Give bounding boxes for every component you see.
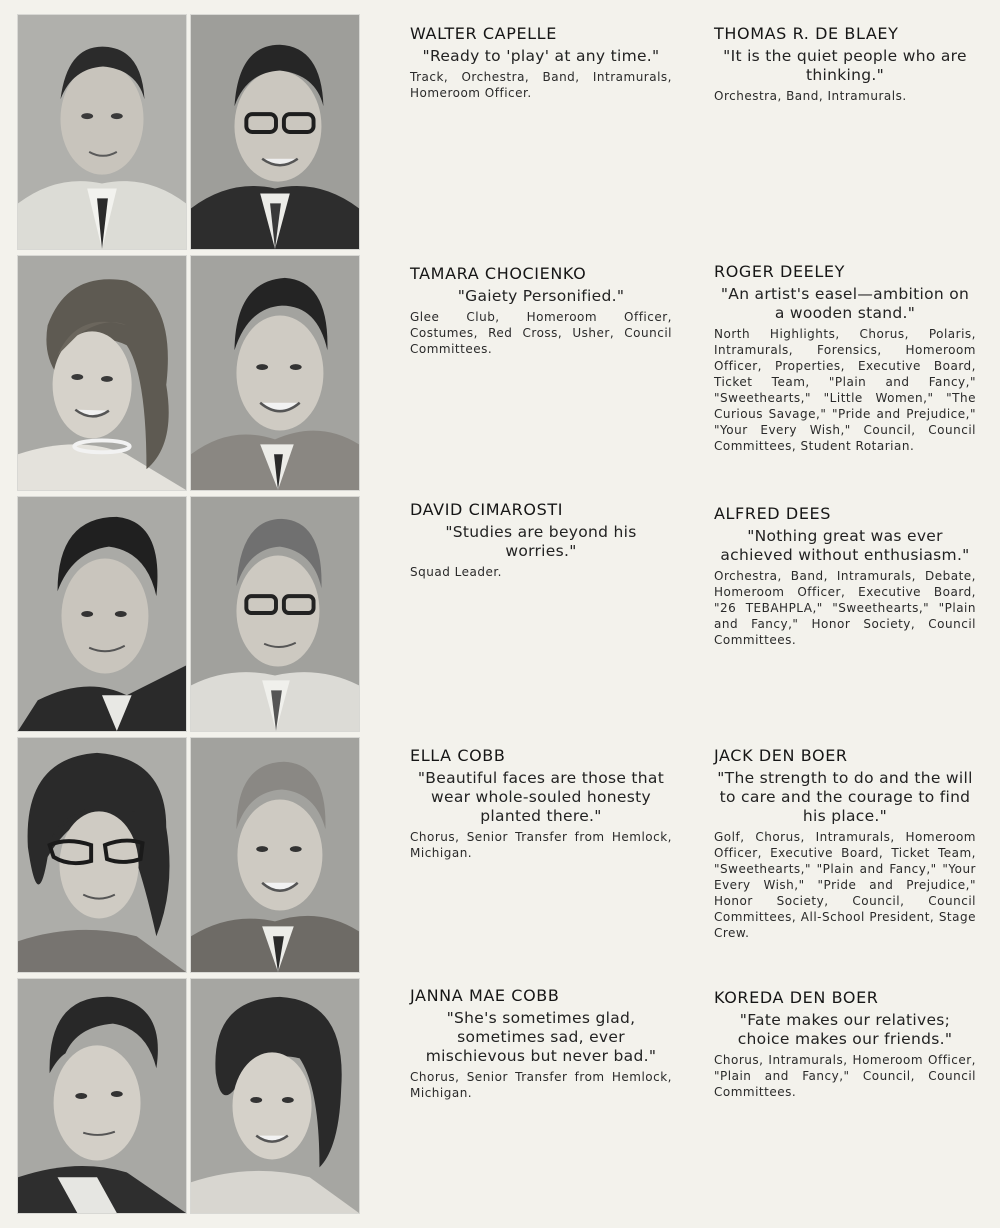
student-quote: "Gaiety Personified." [457, 287, 625, 305]
portrait-row [15, 978, 363, 1214]
portrait-janna-mae-cobb [17, 978, 187, 1214]
portrait-row [15, 255, 363, 491]
student-quote: "The strength to do and the will to care and the courage to find his place." [717, 769, 973, 825]
portrait-david-cimarosti [17, 496, 187, 732]
senior-entry [714, 262, 976, 454]
student-name: TAMARA CHOCIENKO [410, 264, 587, 283]
portrait-tamara-chocienko [17, 255, 187, 491]
portrait-thomas-de-blaey [190, 14, 360, 250]
portrait-row [15, 737, 363, 973]
student-quote: "An artist's easel—ambition on a wooden stand." [720, 285, 970, 322]
student-activities: Orchestra, Band, Intramurals, Debate, Homeroom Officer, Executive Board, "26 TEBAHPLA," "Sweethearts," "Plain and Fancy," Honor Society, Council Committees. [714, 569, 976, 647]
senior-entry [714, 24, 976, 104]
senior-entry [410, 500, 672, 580]
student-name: ELLA COBB [410, 746, 506, 765]
student-activities: North Highlights, Chorus, Polaris, Intramurals, Forensics, Homeroom Officer, Properties, Executive Board, Ticket Team, "Plain and Fancy," "Sweethearts," "Little Women," "The Curious Savage," "Pride and Prejudice," "Your Every Wish," Council, Council Committees, Student Rotarian. [714, 327, 976, 453]
student-quote: "Ready to 'play' at any time." [422, 47, 660, 65]
portrait-row [15, 14, 363, 250]
student-name: THOMAS R. DE BLAEY [714, 24, 899, 43]
student-name: WALTER CAPELLE [410, 24, 557, 43]
portrait-roger-deeley [190, 255, 360, 491]
student-activities: Chorus, Senior Transfer from Hemlock, Michigan. [410, 1070, 672, 1100]
portrait-jack-den-boer [190, 737, 360, 973]
student-name: JACK DEN BOER [714, 746, 848, 765]
senior-entry [410, 24, 672, 101]
portrait-walter-capelle [17, 14, 187, 250]
portrait-alfred-dees [190, 496, 360, 732]
student-activities: Chorus, Senior Transfer from Hemlock, Michigan. [410, 830, 672, 860]
student-activities: Golf, Chorus, Intramurals, Homeroom Officer, Executive Board, Ticket Team, "Sweethearts," "Plain and Fancy," "Your Every Wish," "Pride and Prejudice," Honor Society, Council, Council Committees, All-School President, Stage Crew. [714, 830, 976, 940]
portrait-row [15, 496, 363, 732]
senior-entry [410, 986, 672, 1101]
student-activities: Chorus, Intramurals, Homeroom Officer, "Plain and Fancy," Council, Council Committees. [714, 1053, 976, 1099]
student-quote: "Nothing great was ever achieved without enthusiasm." [720, 527, 970, 564]
student-quote: "Fate makes our relatives; choice makes our friends." [737, 1011, 953, 1048]
student-activities: Squad Leader. [410, 565, 502, 579]
student-name: KOREDA DEN BOER [714, 988, 879, 1007]
student-activities: Orchestra, Band, Intramurals. [714, 89, 907, 103]
student-quote: "Beautiful faces are those that wear whole-souled honesty planted there." [417, 769, 665, 825]
student-quote: "Studies are beyond his worries." [445, 523, 637, 560]
student-activities: Track, Orchestra, Band, Intramurals, Homeroom Officer. [410, 70, 672, 100]
portrait-koreda-den-boer [190, 978, 360, 1214]
student-name: DAVID CIMAROSTI [410, 500, 564, 519]
student-name: JANNA MAE COBB [410, 986, 560, 1005]
senior-entry [714, 746, 976, 941]
senior-entry [714, 988, 976, 1100]
student-quote: "It is the quiet people who are thinking." [723, 47, 967, 84]
senior-entry [714, 504, 976, 648]
senior-entry [410, 264, 672, 357]
student-quote: "She's sometimes glad, sometimes sad, ever mischievous but never bad." [425, 1009, 657, 1065]
student-name: ALFRED DEES [714, 504, 831, 523]
senior-entry [410, 746, 672, 861]
student-name: ROGER DEELEY [714, 262, 845, 281]
portrait-ella-cobb [17, 737, 187, 973]
student-activities: Glee Club, Homeroom Officer, Costumes, Red Cross, Usher, Council Committees. [410, 310, 672, 356]
